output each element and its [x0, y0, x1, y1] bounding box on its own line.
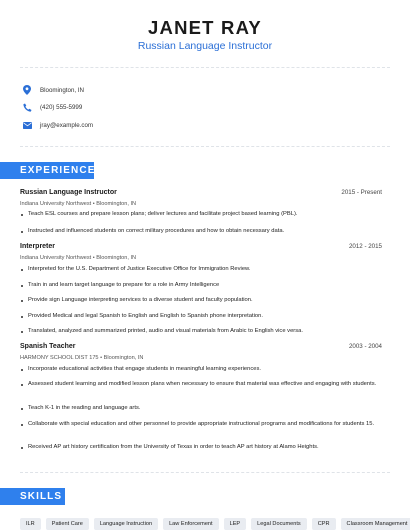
job-bullets: [20, 266, 382, 273]
contact-location: [22, 84, 84, 96]
divider: [20, 472, 390, 473]
phone-icon: [22, 102, 32, 112]
candidate-name: JANET RAY: [148, 17, 262, 38]
job-bullets: [20, 381, 382, 388]
job-entry: [20, 189, 382, 207]
contact-email: [22, 119, 93, 131]
skill-chip: LEP: [224, 518, 247, 530]
job-title: Russian Language Instructor: [20, 189, 117, 196]
job-bullets: [20, 297, 382, 304]
job-bullets: [20, 444, 382, 451]
bullet-item: Provide sign Language interpreting services to a diverse student and faculty population.: [20, 297, 382, 304]
bullet-item: Collaborate with special education and other personnel to provide appropriate instructional programs and modifications for students 15.: [20, 421, 382, 428]
bullet-item: Instructed and influenced students on correct military procedures and how to obtain necessary data.: [20, 228, 382, 235]
job-title: Interpreter: [20, 243, 56, 250]
job-bullets: [20, 228, 382, 235]
job-entry: [20, 343, 382, 361]
job-bullets: [20, 328, 382, 335]
job-dates: 2012 - 2015: [348, 243, 382, 250]
skill-chip: Patient Care: [46, 518, 89, 530]
job-role: Russian Language Instructor: [137, 40, 273, 52]
bullet-item: Incorporate educational activities that engage students in meaningful learning experiences.: [20, 366, 382, 373]
job-entry: [20, 243, 382, 261]
skill-chip: Law Enforcement: [163, 518, 219, 530]
job-dates: 2003 - 2004: [348, 343, 382, 350]
bullet-item: Provided Medical and legal Spanish to English and English to Spanish phone interpretation.: [20, 313, 382, 320]
job-dates: 2015 - Present: [341, 189, 382, 196]
skills-heading: SKILLS: [0, 488, 65, 505]
bullet-item: Assessed student learning and modified lesson plans when necessary to ensure that material was effective and engaging with students.: [20, 381, 382, 388]
job-bullets: [20, 366, 382, 373]
email-icon: [22, 120, 32, 130]
bullet-item: Teach ESL courses and prepare lesson plans; deliver lectures and facilitate project based learning (PBL).: [20, 211, 382, 218]
skill-chip: Language Instruction: [94, 518, 158, 530]
skill-chip: Legal Documents: [251, 518, 307, 530]
bullet-item: Teach K-1 in the reading and language arts.: [20, 405, 382, 412]
experience-heading: EXPERIENCE: [0, 162, 94, 179]
divider: [20, 146, 390, 147]
job-bullets: [20, 421, 382, 428]
job-employer: Indiana University Northwest • Bloomington, IN: [20, 201, 137, 207]
phone-text[interactable]: (420) 555-5999: [40, 103, 83, 111]
skill-chip: Classroom Management: [341, 518, 410, 530]
skill-chip: ILR: [20, 518, 41, 530]
skills-list: [20, 518, 410, 530]
job-bullets: [20, 313, 382, 320]
bullet-item: Interpreted for the U.S. Department of Justice Executive Office for Immigration Review.: [20, 266, 382, 273]
job-bullets: [20, 282, 382, 289]
job-bullets: [20, 405, 382, 412]
email-text[interactable]: jray@example.com: [40, 121, 94, 129]
job-title: Spanish Teacher: [20, 343, 76, 350]
location-text: Bloomington, IN: [40, 86, 85, 94]
location-pin-icon: [22, 85, 32, 95]
contact-phone: [22, 101, 82, 113]
job-employer: HARMONY SCHOOL DIST 175 • Bloomington, IN: [20, 355, 144, 361]
bullet-item: Translated, analyzed and summarized printed, audio and visual materials from Arabic to English vice versa.: [20, 328, 382, 335]
divider: [20, 67, 390, 68]
bullet-item: Train in and learn target language to prepare for a role in Army Intelligence: [20, 282, 382, 289]
skill-chip: CPR: [312, 518, 336, 530]
job-employer: Indiana University Northwest • Bloomington, IN: [20, 255, 137, 261]
job-bullets: [20, 211, 382, 218]
bullet-item: Received AP art history certification from the University of Texas in order to teach AP art history at Alamo Heights.: [20, 444, 382, 451]
